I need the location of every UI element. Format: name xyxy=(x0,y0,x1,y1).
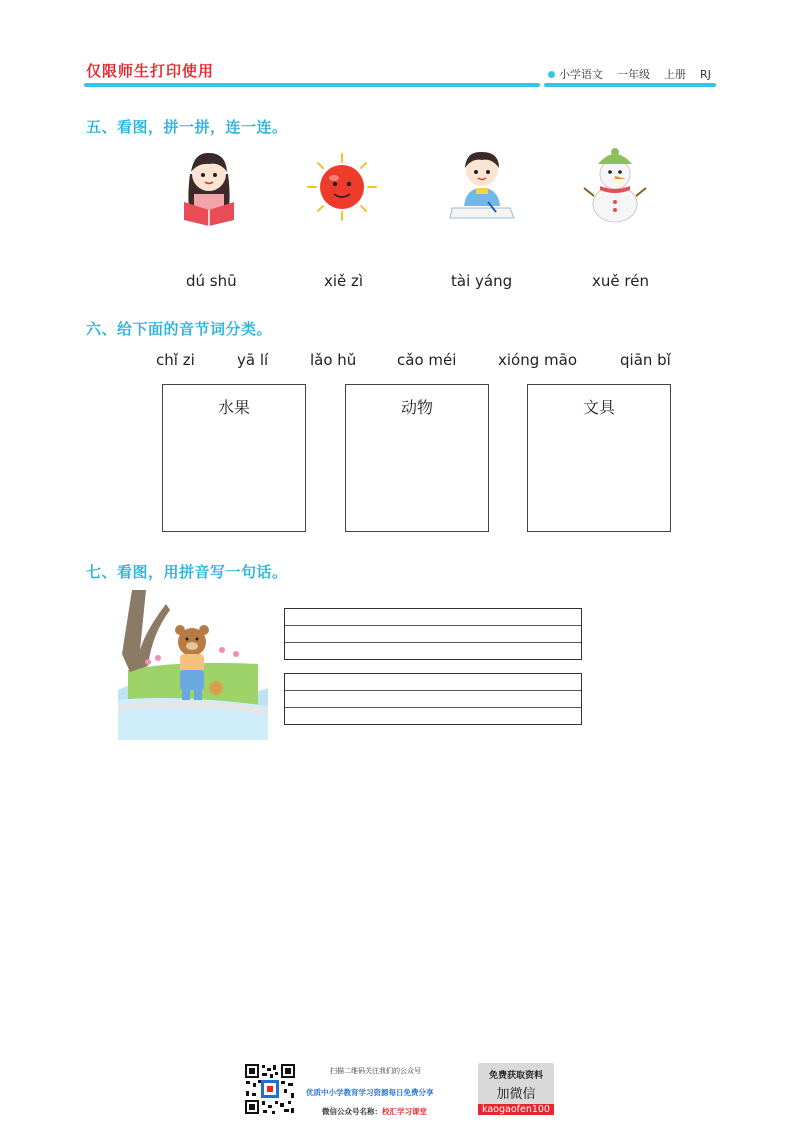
section6-heading: 六、给下面的音节词分类。 xyxy=(86,320,273,338)
category-box-stationery[interactable] xyxy=(527,384,671,532)
pinyin-xueren: xuě rén xyxy=(592,272,649,290)
word-yali: yā lí xyxy=(237,351,269,369)
word-xiongmao: xióng māo xyxy=(498,351,577,369)
boy-writing-illustration xyxy=(448,146,516,224)
footer-account-label: 微信公众号名称： xyxy=(322,1107,382,1116)
snowman-illustration xyxy=(582,146,648,224)
bullet-dot-icon xyxy=(548,71,555,78)
footer-account-name: 校汇学习课堂 xyxy=(382,1107,427,1116)
category-label-stationery: 文具 xyxy=(582,398,615,417)
writing-line-1[interactable] xyxy=(284,608,582,660)
writing-line-2[interactable] xyxy=(284,673,582,725)
pinyin-taiyang: tài yáng xyxy=(451,272,513,290)
header-title: 仅限师生打印使用 xyxy=(86,62,215,80)
header-volume: 上册 xyxy=(664,68,686,81)
category-box-animal[interactable] xyxy=(345,384,489,532)
section7-heading: 七、看图，用拼音写一句话。 xyxy=(86,563,288,581)
header-subject: 小学语文 xyxy=(559,68,603,81)
qr-code-icon xyxy=(244,1063,296,1115)
header-grade: 一年级 xyxy=(617,68,650,81)
header-edition: RJ xyxy=(700,67,711,81)
section5-heading: 五、看图，拼一拼，连一连。 xyxy=(86,118,288,136)
pinyin-dushu: dú shū xyxy=(186,272,237,290)
category-label-animal: 动物 xyxy=(400,398,433,417)
badge-free-materials: 免费获取资料 xyxy=(488,1071,543,1081)
header-rule-right xyxy=(544,83,716,87)
footer-account xyxy=(322,1106,427,1117)
word-caomei: cǎo méi xyxy=(397,351,457,369)
sun-illustration xyxy=(304,152,380,222)
badge-wechat-id: kaogaofen100 xyxy=(478,1104,554,1115)
wechat-badge xyxy=(478,1063,554,1115)
word-qianbi: qiān bǐ xyxy=(620,351,671,369)
footer-scan-text: 扫描二维码关注我们的公众号 xyxy=(330,1067,421,1075)
pinyin-xiezi: xiě zì xyxy=(324,272,364,290)
girl-reading-illustration xyxy=(176,144,242,226)
header-rule-left xyxy=(84,83,540,87)
badge-add-wechat: 加微信 xyxy=(496,1087,536,1102)
bear-river-illustration xyxy=(118,590,268,740)
word-laohu: lǎo hǔ xyxy=(310,351,357,369)
word-chizi: chǐ zi xyxy=(156,351,195,369)
category-box-fruit[interactable] xyxy=(162,384,306,532)
category-label-fruit: 水果 xyxy=(217,398,250,417)
header-meta xyxy=(548,66,711,82)
footer-share-text: 优质中小学教育学习资源每日免费分享 xyxy=(306,1088,434,1097)
